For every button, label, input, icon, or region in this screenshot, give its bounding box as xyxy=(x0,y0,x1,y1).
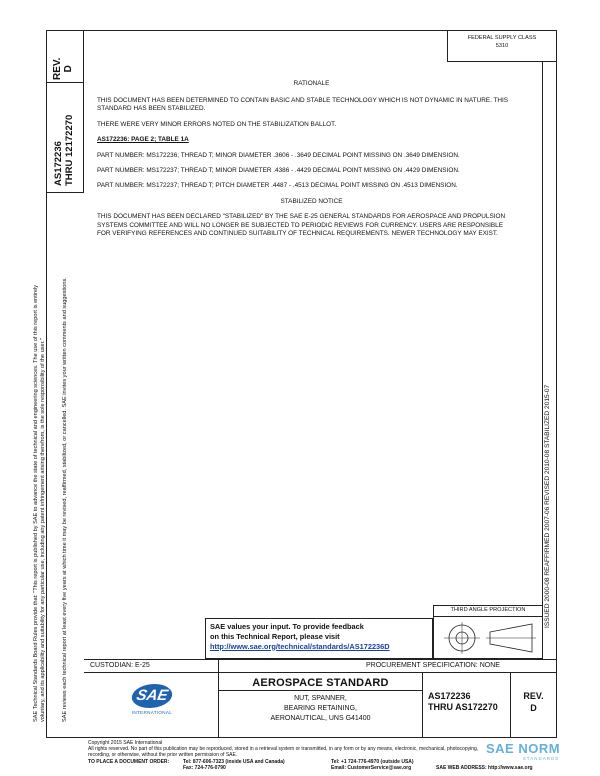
footer-order-label: TO PLACE A DOCUMENT ORDER: xyxy=(88,758,170,765)
frame-bottom xyxy=(46,737,557,738)
supply-class-label: FEDERAL SUPPLY CLASS xyxy=(467,35,537,41)
left-box-bottom xyxy=(46,192,84,193)
footer-tel-1: Tel: 877-606-7323 (inside USA and Canada) xyxy=(183,758,285,765)
paragraph-5: PART NUMBER: MS172237; THREAD T; MINOR DIAMETER .4386 - .4429 DECIMAL POINT MISSING ON .4429 DIMENSION. xyxy=(97,167,460,175)
footer-fax: Fax: 724-776-0790 xyxy=(183,764,226,771)
frame-top xyxy=(46,30,557,31)
feedback-line-1: SAE values your input. To provide feedback xyxy=(210,622,364,631)
stabilized-heading: STABILIZED NOTICE xyxy=(280,197,343,205)
watermark-main: SAE NORM xyxy=(486,741,561,756)
title-heading-underline xyxy=(218,690,422,691)
custodian-bottom xyxy=(84,672,557,673)
watermark xyxy=(486,741,596,761)
frame-left xyxy=(46,30,47,738)
sae-logo-mark: SAE xyxy=(129,684,174,708)
dates-column-left xyxy=(542,62,543,632)
document-body xyxy=(97,97,509,245)
title-description xyxy=(219,694,422,724)
sae-logo-sub: INTERNATIONAL xyxy=(131,710,173,715)
sae-logo xyxy=(124,684,180,728)
paragraph-1: THIS DOCUMENT HAS BEEN DETERMINED TO CONTAIN BASIC AND STABLE TECHNOLOGY WHICH IS NOT DYNAMIC IN NATURE. THIS STANDARD HAS BEEN STABILIZED. xyxy=(97,97,509,113)
title-desc-3: AERONAUTICAL, UNS G41400 xyxy=(270,715,371,722)
title-doc-number: AS172236 THRU AS172270 xyxy=(428,691,498,712)
paragraph-2: THERE WERE VERY MINOR ERRORS NOTED ON THE STABILIZATION BALLOT. xyxy=(97,120,337,128)
feedback-text xyxy=(210,622,390,651)
feedback-link[interactable]: http://www.sae.org/technical/standards/AS172236D xyxy=(210,641,390,651)
projection-divider xyxy=(433,616,543,617)
projection-label: THIRD ANGLE PROJECTION xyxy=(450,607,526,613)
rationale-heading: RATIONALE xyxy=(293,80,330,87)
custodian-divider xyxy=(218,659,219,673)
title-desc-1: NUT, SPANNER, xyxy=(294,695,347,702)
doc-number-vertical: AS172236 THRU 12172270 xyxy=(53,114,75,186)
title-number-divider xyxy=(422,672,423,738)
footer-copyright: Copyright 2015 SAE International xyxy=(88,740,163,746)
left-box-divider xyxy=(46,82,84,83)
paragraph-4: PART NUMBER: MS172236; THREAD T; MINOR DIAMETER .3606 - .3649 DECIMAL POINT MISSING ON .3649 DIMENSION. xyxy=(97,151,460,159)
feedback-line-2: on this Technical Report, please visit xyxy=(210,631,340,641)
left-note-1: SAE Technical Standards Board Rules provide that: "This report is published by SAE to advance the state of technical and engineering sciences. The use of this report is entirely xyxy=(33,284,39,722)
frame-right xyxy=(556,30,557,738)
paragraph-6: PART NUMBER: MS172237; THREAD T; PITCH DIAMETER .4487 - .4513 DECIMAL POINT MISSING ON .4513 DIMENSION. xyxy=(97,182,458,190)
footer-email: Email: CustomerService@sae.org xyxy=(331,764,412,771)
left-box-right-border xyxy=(83,30,84,192)
supply-class-value: 5310 xyxy=(495,43,509,49)
issue-dates: ISSUED 2000-08 REAFFIRMED 2007-06 REVISED 2010-08 STABILIZED 2015-07 xyxy=(544,384,551,628)
left-note-2: voluntary, and its applicability and suitability for any particular use, including any patent infringement arising therefrom, is the sole responsibility of the user." xyxy=(40,338,46,722)
footer-rights-1: All rights reserved. No part of this publication may be reproduced, stored in a retrieval system or transmitted, in any form or by any means, electronic, mechanical, photocopying, xyxy=(88,746,479,753)
footer-rights-2: recording, or otherwise, without the prior written permission of SAE. xyxy=(88,752,238,759)
rev-label-top: REV. D xyxy=(52,57,74,80)
footer xyxy=(88,740,553,771)
paragraph-7: THIS DOCUMENT HAS BEEN DECLARED "STABILIZED" BY THE SAE E-25 GENERAL STANDARDS FOR AEROSPACE AND PROPULSION SYSTEMS COMMITTEE AND WILL NO LONGER BE SUBJECTED TO PERIODIC REVIEWS FOR CURRENCY. USERS ARE RESPONSIBLE FOR VERIFYING REFERENCES AND CONTINUED SUITABILITY OF TECHNICAL REQUIREMENTS. NEWER TECHNOLOGY MAY EXIST. xyxy=(97,213,506,238)
watermark-sub: STANDARDS xyxy=(522,756,560,761)
paragraph-3: AS172236: PAGE 2; TABLE 1A xyxy=(97,136,189,144)
title-desc-2: BEARING RETAINING, xyxy=(284,705,357,712)
footer-web[interactable]: SAE WEB ADDRESS: http://www.sae.org xyxy=(436,764,533,771)
title-heading: AEROSPACE STANDARD xyxy=(252,677,389,689)
footer-tel-2: Tel: +1 724-776-4970 (outside USA) xyxy=(331,758,414,765)
supply-box-bottom xyxy=(447,61,557,62)
left-note-3: SAE reviews each technical report at least every five years at which time it may be revised, reaffirmed, stabilized, or cancelled. SAE invites your written comments and suggestions. xyxy=(62,277,68,722)
projection-symbol-icon xyxy=(440,620,540,656)
procurement-text: PROCUREMENT SPECIFICATION: NONE xyxy=(366,662,500,669)
custodian-text: CUSTODIAN: E-25 xyxy=(90,662,150,669)
custodian-top xyxy=(84,659,557,660)
title-rev: REV. D xyxy=(523,691,544,713)
